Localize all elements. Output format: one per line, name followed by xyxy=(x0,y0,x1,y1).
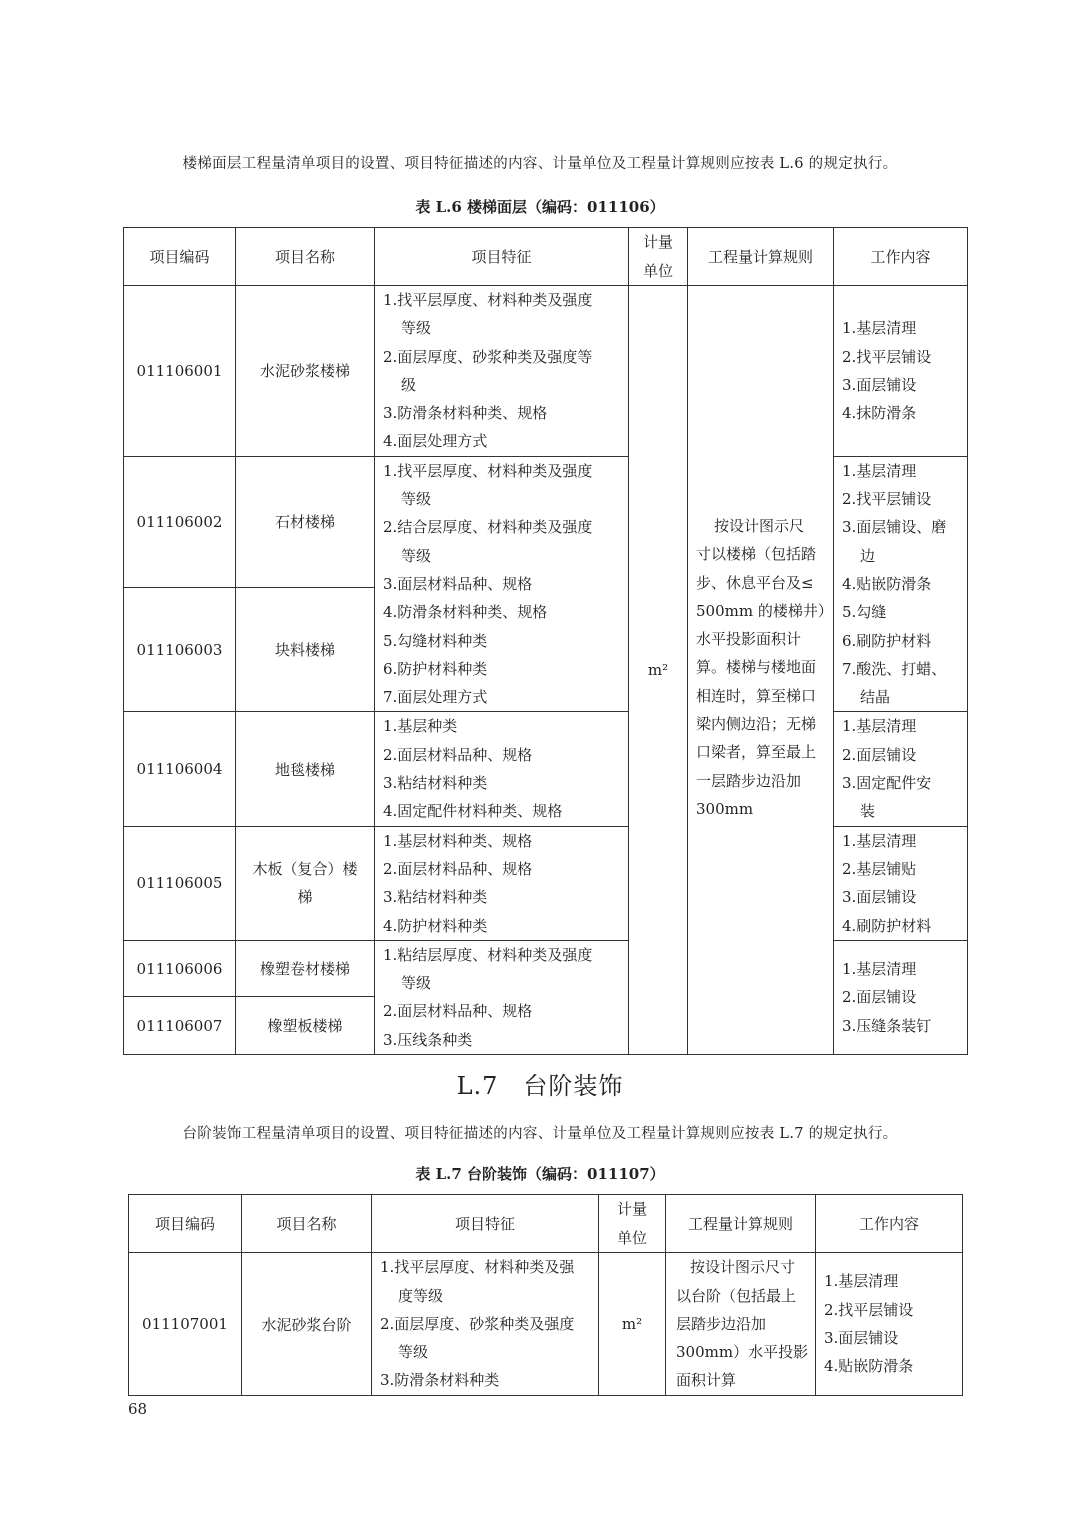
table-row xyxy=(124,826,968,940)
work-line: 4.刷防护材料 xyxy=(842,916,932,935)
l6-intro: 楼梯面层工程量清单项目的设置、项目特征描述的内容、计量单位及工程量计算规则应按表 L.6 的规定执行。 xyxy=(182,156,898,172)
work-line: 3.固定配件安 xyxy=(842,774,932,793)
work-content xyxy=(834,456,968,712)
work-line: 4.抹防滑条 xyxy=(842,404,917,423)
work-line: 3.面层铺设 xyxy=(842,888,917,907)
work-content xyxy=(834,940,968,1054)
feature-line: 1.找平层厚度、材料种类及强度 xyxy=(383,291,593,309)
feature-line: 3.防滑条材料种类、规格 xyxy=(383,404,548,423)
feature-line: 等级 xyxy=(401,974,432,993)
table-row xyxy=(124,286,968,457)
feature-line: 4.固定配件材料种类、规格 xyxy=(383,802,563,821)
l6-header-code: 项目编码 xyxy=(124,228,236,286)
feature-line: 1.基层种类 xyxy=(383,717,458,736)
item-name: 块料楼梯 xyxy=(236,588,375,712)
work-line: 2.找平层铺设 xyxy=(824,1300,914,1319)
feature-line: 7.面层处理方式 xyxy=(383,688,488,707)
work-line: 1.基层清理 xyxy=(842,319,917,338)
feature-line: 3.防滑条材料种类 xyxy=(380,1371,500,1390)
quantity-rule xyxy=(688,286,834,1055)
feature-line: 3.粘结材料种类 xyxy=(383,888,488,907)
l6-header-unit-line: 单位 xyxy=(642,261,673,280)
l7-header-unit-line: 计量 xyxy=(616,1200,647,1219)
work-line: 2.面层铺设 xyxy=(842,988,917,1007)
work-line: 2.找平层铺设 xyxy=(842,490,932,509)
rule-line: 300mm）水平投影 xyxy=(676,1343,809,1362)
work-line: 2.基层铺贴 xyxy=(842,859,917,878)
feature-line: 2.面层材料品种、规格 xyxy=(383,745,533,764)
l7-header-rule: 工程量计算规则 xyxy=(666,1195,816,1253)
work-line: 结晶 xyxy=(860,688,891,707)
rule-line: 面积计算 xyxy=(676,1371,737,1390)
item-features xyxy=(375,826,629,940)
feature-line: 度等级 xyxy=(398,1286,444,1305)
work-line: 4.贴嵌防滑条 xyxy=(842,574,932,593)
work-content xyxy=(834,286,968,457)
item-code: 011106003 xyxy=(124,588,236,712)
work-content xyxy=(816,1253,963,1396)
l7-header-name: 项目名称 xyxy=(242,1195,372,1253)
item-name: 地毯楼梯 xyxy=(236,712,375,826)
item-code: 011106007 xyxy=(124,997,236,1055)
feature-line: 1.找平层厚度、材料种类及强度 xyxy=(383,461,593,480)
rule-line: 算。楼梯与楼地面 xyxy=(696,658,817,677)
table-row xyxy=(124,940,968,997)
feature-line: 2.面层厚度、砂浆种类及强度等 xyxy=(383,347,593,366)
l7-header-row xyxy=(129,1195,963,1253)
work-line: 边 xyxy=(860,546,876,565)
item-name: 石材楼梯 xyxy=(236,456,375,587)
item-code: 011107001 xyxy=(129,1253,242,1396)
rule-line: 水平投影面积计 xyxy=(696,630,802,649)
item-name: 橡塑板楼梯 xyxy=(236,997,375,1055)
measurement-unit: m² xyxy=(629,286,688,1055)
rule-line: 500mm 的楼梯井） xyxy=(696,601,833,620)
item-name xyxy=(236,826,375,940)
work-line: 7.酸洗、打蜡、 xyxy=(842,659,947,678)
feature-line: 2.面层材料品种、规格 xyxy=(383,859,533,878)
item-code: 011106001 xyxy=(124,286,236,457)
rule-line: 相连时，算至梯口 xyxy=(696,686,817,705)
l6-header-row xyxy=(124,228,968,286)
work-line: 5.勾缝 xyxy=(842,603,887,622)
feature-line: 4.防护材料种类 xyxy=(383,916,488,935)
work-line: 2.找平层铺设 xyxy=(842,347,932,366)
page-number: 68 xyxy=(128,1400,148,1418)
feature-line: 1.找平层厚度、材料种类及强 xyxy=(380,1258,575,1277)
item-features xyxy=(375,286,629,457)
feature-line: 2.面层厚度、砂浆种类及强度 xyxy=(380,1314,575,1333)
l6-table xyxy=(123,227,968,1055)
l7-table-caption: 表 L.7 台阶装饰（编码：011107） xyxy=(415,1165,665,1183)
table-row xyxy=(129,1253,963,1396)
item-name-line: 梯 xyxy=(297,888,313,907)
l7-intro: 台阶装饰工程量清单项目的设置、项目特征描述的内容、计量单位及工程量计算规则应按表 L.7 的规定执行。 xyxy=(182,1126,898,1142)
l7-header-unit-line: 单位 xyxy=(616,1228,647,1247)
item-features xyxy=(375,940,629,1054)
feature-line: 等级 xyxy=(398,1343,429,1362)
l7-heading: L.7 台阶装饰 xyxy=(456,1072,624,1100)
item-name: 水泥砂浆台阶 xyxy=(242,1253,372,1396)
work-line: 4.贴嵌防滑条 xyxy=(824,1357,914,1376)
rule-line: 寸以楼梯（包括踏 xyxy=(696,545,817,564)
feature-line: 2.结合层厚度、材料种类及强度 xyxy=(383,518,593,537)
feature-line: 等级 xyxy=(401,546,432,565)
rule-line: 层踏步边沿加 xyxy=(676,1314,767,1333)
item-features xyxy=(375,456,629,712)
item-name: 水泥砂浆楼梯 xyxy=(236,286,375,457)
feature-line: 级 xyxy=(401,375,417,394)
l7-header-features: 项目特征 xyxy=(372,1195,599,1253)
table-row xyxy=(124,456,968,587)
work-content xyxy=(834,826,968,940)
table-row xyxy=(124,712,968,826)
l6-header-unit xyxy=(629,228,688,286)
feature-line: 1.粘结层厚度、材料种类及强度 xyxy=(383,945,593,964)
rule-line: 口梁者，算至最上 xyxy=(696,743,817,762)
item-code: 011106002 xyxy=(124,456,236,587)
item-name-line: 木板（复合）楼 xyxy=(252,859,358,878)
l6-header-features: 项目特征 xyxy=(375,228,629,286)
work-line: 3.压缝条装钉 xyxy=(842,1016,932,1035)
l6-header-rule: 工程量计算规则 xyxy=(688,228,834,286)
feature-line: 4.防滑条材料种类、规格 xyxy=(383,603,548,622)
l7-header-unit xyxy=(599,1195,666,1253)
rule-line: 按设计图示尺寸 xyxy=(690,1258,796,1277)
quantity-rule xyxy=(666,1253,816,1396)
work-line: 装 xyxy=(860,802,876,821)
work-line: 2.面层铺设 xyxy=(842,745,917,764)
item-name: 橡塑卷材楼梯 xyxy=(236,940,375,997)
work-line: 1.基层清理 xyxy=(824,1272,899,1291)
work-line: 3.面层铺设、磨 xyxy=(842,518,947,537)
feature-line: 3.粘结材料种类 xyxy=(383,774,488,793)
rule-line: 按设计图示尺 xyxy=(714,517,805,535)
l6-header-name: 项目名称 xyxy=(236,228,375,286)
rule-line: 300mm xyxy=(696,799,754,818)
work-line: 1.基层清理 xyxy=(842,461,917,480)
measurement-unit: m² xyxy=(599,1253,666,1396)
l6-header-work: 工作内容 xyxy=(834,228,968,286)
rule-line: 梁内侧边沿；无梯 xyxy=(696,715,817,734)
feature-line: 等级 xyxy=(401,490,432,509)
feature-line: 6.防护材料种类 xyxy=(383,659,488,678)
l7-header-code: 项目编码 xyxy=(129,1195,242,1253)
rule-line: 以台阶（包括最上 xyxy=(676,1286,797,1305)
work-line: 1.基层清理 xyxy=(842,717,917,736)
feature-line: 3.面层材料品种、规格 xyxy=(383,574,533,593)
item-code: 011106004 xyxy=(124,712,236,826)
feature-line: 3.压线条种类 xyxy=(383,1030,473,1049)
work-line: 3.面层铺设 xyxy=(842,375,917,394)
l6-header-unit-line: 计量 xyxy=(642,233,673,252)
item-features xyxy=(375,712,629,826)
item-code: 011106006 xyxy=(124,940,236,997)
feature-line: 2.面层材料品种、规格 xyxy=(383,1002,533,1021)
item-features xyxy=(372,1253,599,1396)
feature-line: 5.勾缝材料种类 xyxy=(383,631,488,650)
l6-table-caption: 表 L.6 楼梯面层（编码：011106） xyxy=(415,198,665,216)
rule-line: 一层踏步边沿加 xyxy=(696,771,802,790)
l7-table xyxy=(128,1194,963,1396)
work-line: 3.面层铺设 xyxy=(824,1329,899,1347)
work-line: 6.刷防护材料 xyxy=(842,631,932,650)
feature-line: 等级 xyxy=(401,319,432,338)
work-line: 1.基层清理 xyxy=(842,959,917,978)
work-line: 1.基层清理 xyxy=(842,831,917,850)
feature-line: 1.基层材料种类、规格 xyxy=(383,831,533,850)
rule-line: 步、休息平台及≤ xyxy=(696,573,814,592)
work-content xyxy=(834,712,968,826)
l7-header-work: 工作内容 xyxy=(816,1195,963,1253)
item-code: 011106005 xyxy=(124,826,236,940)
feature-line: 4.面层处理方式 xyxy=(383,432,488,451)
